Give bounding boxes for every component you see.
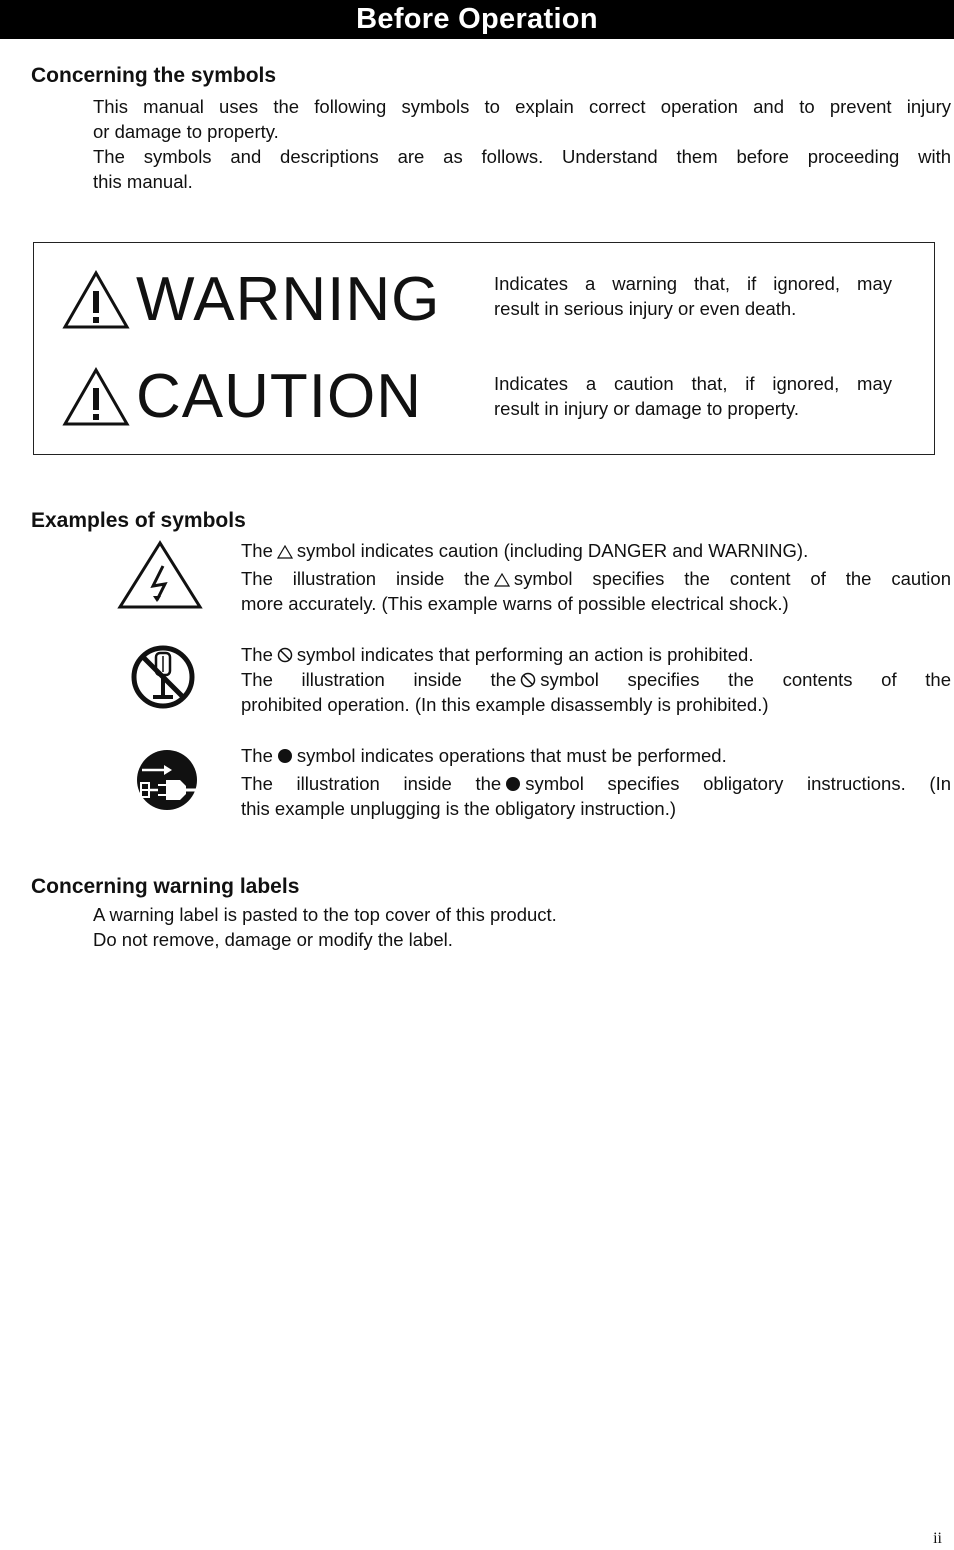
text-fragment: symbol specifies the content of the caution (513, 568, 951, 589)
caution-row (62, 362, 422, 431)
text-fragment: The (241, 644, 273, 665)
text-fragment: The illustration inside the (241, 669, 517, 690)
intro-line: The symbols and descriptions are as follows. Understand them before proceeding with (93, 146, 951, 167)
electric-shock-icon (117, 540, 203, 610)
example-line (241, 743, 951, 768)
text-fragment: The illustration inside the (241, 773, 502, 794)
signal-word-box (33, 242, 935, 455)
small-filled-circle-icon (505, 776, 521, 792)
warning-desc-line: Indicates a warning that, if ignored, may (494, 273, 892, 294)
small-filled-circle-icon (277, 748, 293, 764)
intro-line: this manual. (93, 171, 193, 192)
small-prohibited-icon (277, 647, 293, 663)
text-fragment: symbol indicates that performing an action is prohibited. (296, 644, 754, 665)
warning-row (62, 265, 441, 334)
text-fragment: symbol indicates caution (including DANGER and WARNING). (296, 540, 809, 561)
warning-description (494, 271, 892, 321)
example-line (241, 667, 951, 692)
small-triangle-icon (277, 545, 293, 559)
example-prohibited-text (241, 642, 951, 717)
labels-line: A warning label is pasted to the top cover of this product. (93, 904, 557, 925)
example-caution-text (241, 538, 951, 616)
example-mandatory-text (241, 743, 951, 821)
small-prohibited-icon (520, 672, 536, 688)
text-fragment: symbol indicates operations that must be performed. (296, 745, 727, 766)
example-line (241, 771, 951, 796)
symbols-heading: Concerning the symbols (31, 64, 277, 87)
caution-desc-line: Indicates a caution that, if ignored, may (494, 373, 892, 394)
caution-word: CAUTION (136, 362, 422, 431)
example-line (241, 566, 951, 591)
page-title-banner (0, 0, 954, 39)
caution-desc-line: result in injury or damage to property. (494, 398, 800, 419)
text-fragment: The illustration inside the (241, 568, 490, 589)
no-disassembly-icon (129, 643, 197, 711)
caution-description (494, 371, 892, 421)
labels-line: Do not remove, damage or modify the label. (93, 929, 453, 950)
page-title: Before Operation (356, 3, 598, 35)
caution-triangle-icon (62, 366, 130, 428)
warning-triangle-icon (62, 269, 130, 331)
text-fragment: symbol specifies obligatory instructions. (In (525, 773, 951, 794)
example-line (241, 642, 951, 667)
warning-desc-line: result in serious injury or even death. (494, 298, 797, 319)
text-fragment: symbol specifies the contents of the (540, 669, 951, 690)
small-triangle-icon (494, 573, 510, 587)
warning-word: WARNING (136, 265, 441, 334)
example-line: prohibited operation. (In this example disassembly is prohibited.) (241, 694, 769, 715)
labels-heading: Concerning warning labels (31, 875, 300, 898)
page-number: ii (933, 1530, 942, 1547)
example-line: this example unplugging is the obligatory instruction.) (241, 798, 676, 819)
examples-heading: Examples of symbols (31, 509, 246, 532)
unplug-icon (134, 746, 200, 814)
intro-line: or damage to property. (93, 121, 279, 142)
text-fragment: The (241, 540, 273, 561)
example-line: more accurately. (This example warns of possible electrical shock.) (241, 593, 789, 614)
intro-line: This manual uses the following symbols to explain correct operation and to prevent injury (93, 96, 951, 117)
example-line (241, 538, 951, 563)
symbols-intro (93, 94, 951, 194)
text-fragment: The (241, 745, 273, 766)
labels-text (93, 902, 951, 952)
